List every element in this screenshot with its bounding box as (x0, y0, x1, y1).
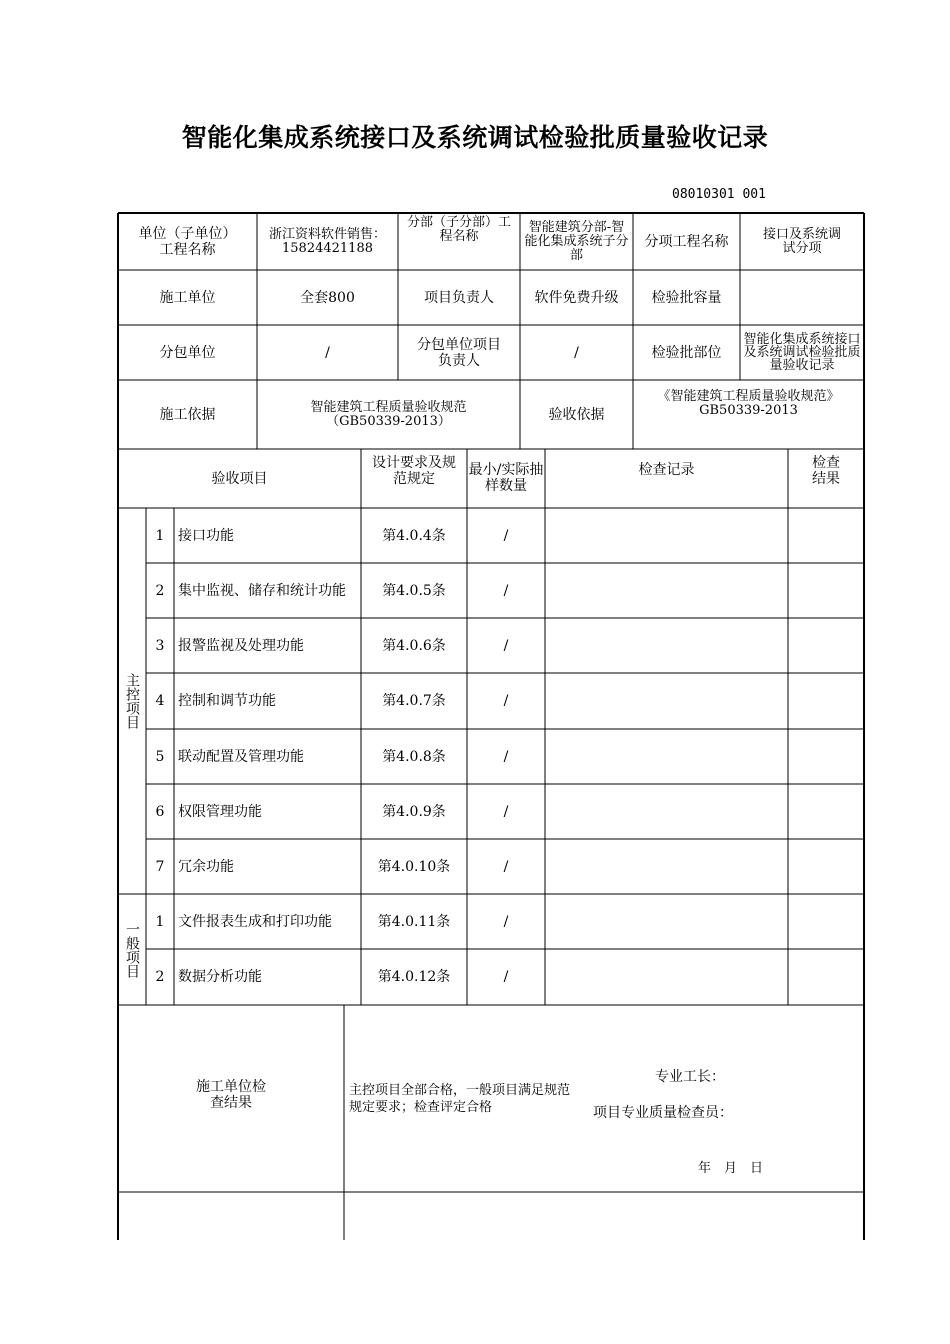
item-name: 集中监视、储存和统计功能 (178, 582, 346, 599)
pm-label: 项目负责人 (424, 289, 494, 306)
foreman-label: 专业工长： (655, 1069, 725, 1085)
item-clause: 第4.0.12条 (377, 969, 451, 985)
item-clause: 第4.0.10条 (377, 858, 451, 875)
document-code: 08010301 001 (672, 187, 766, 202)
item-sample: / (503, 582, 509, 599)
item-sample: / (503, 527, 509, 544)
division-label: 分部（子分部）工程名称 (406, 215, 511, 244)
subitem-label: 分项工程名称 (644, 233, 729, 250)
item-no: 3 (155, 637, 165, 654)
item-no: 6 (155, 803, 165, 820)
sub-value: / (325, 344, 330, 361)
sub-pm-value: / (574, 344, 579, 361)
basis-value: 智能建筑工程质量验收规范（GB50339-2013） (310, 399, 467, 429)
capacity-value (740, 270, 864, 325)
item-sample: / (503, 969, 509, 985)
unit-label: 单位（子单位）工程名称 (138, 225, 237, 258)
sub-label: 分包单位 (159, 344, 216, 361)
item-name: 联动配置及管理功能 (178, 748, 304, 765)
subitem-value: 接口及系统调试分项 (762, 226, 841, 256)
check-text: 主控项目全部合格，一般项目满足规范规定要求；检查评定合格 (349, 1083, 571, 1115)
location-label: 检验批部位 (651, 344, 722, 361)
col-sample: 最小/实际抽样数量 (468, 462, 544, 494)
item-clause: 第4.0.9条 (382, 803, 446, 820)
item-clause: 第4.0.7条 (382, 693, 446, 709)
item-no: 2 (155, 582, 165, 599)
item-clause: 第4.0.6条 (382, 637, 446, 654)
main-group-label: 主控项目 (124, 673, 140, 729)
sub-pm-label: 分包单位项目负责人 (417, 336, 501, 369)
location-value: 智能化集成系统接口及系统调试检验批质量验收记录 (743, 332, 861, 373)
item-clause: 第4.0.5条 (382, 582, 446, 599)
item-sample: / (503, 913, 509, 930)
general-group-label: 一般项目 (124, 921, 140, 978)
inspector-label: 项目专业质量检查员： (593, 1105, 733, 1121)
item-name: 文件报表生成和打印功能 (178, 913, 332, 930)
item-no: 7 (155, 858, 165, 875)
item-sample: / (503, 803, 509, 820)
col-result: 检查结果 (812, 455, 840, 487)
item-sample: / (503, 858, 509, 875)
date-label: 年 月 日 (698, 1161, 764, 1176)
contractor-label: 施工单位 (159, 289, 216, 306)
item-sample: / (503, 693, 509, 709)
item-sample: / (503, 748, 509, 765)
division-value: 智能建筑分部-智能化集成系统子分部 (524, 219, 629, 263)
item-no: 4 (155, 693, 165, 709)
page-title: 智能化集成系统接口及系统调试检验批质量验收记录 (181, 123, 769, 152)
item-no: 1 (155, 527, 165, 544)
item-clause: 第4.0.4条 (382, 527, 446, 544)
item-name: 数据分析功能 (178, 969, 262, 985)
accept-label: 验收依据 (548, 406, 605, 423)
item-clause: 第4.0.11条 (377, 913, 451, 930)
col-record: 检查记录 (638, 462, 695, 478)
item-sample: / (503, 637, 509, 654)
pm-value: 软件免费升级 (534, 289, 619, 306)
basis-label: 施工依据 (159, 406, 216, 423)
item-no: 2 (155, 969, 165, 985)
capacity-label: 检验批容量 (651, 289, 722, 306)
item-name: 权限管理功能 (178, 803, 262, 820)
check-label: 施工单位检查结果 (196, 1079, 266, 1111)
contractor-value: 全套800 (300, 289, 355, 306)
item-name: 控制和调节功能 (178, 693, 276, 709)
col-design: 设计要求及规范规定 (372, 455, 456, 487)
item-name: 报警监视及处理功能 (178, 637, 304, 654)
accept-value: 《智能建筑工程质量验收规范》GB50339-2013 (657, 389, 840, 418)
item-no: 1 (155, 913, 165, 930)
item-no: 5 (155, 748, 165, 765)
item-clause: 第4.0.8条 (382, 748, 446, 765)
unit-value: 浙江资料软件销售：15824421188 (268, 226, 386, 256)
item-name: 冗余功能 (178, 858, 234, 875)
col-item: 验收项目 (211, 470, 268, 487)
item-name: 接口功能 (178, 527, 234, 544)
